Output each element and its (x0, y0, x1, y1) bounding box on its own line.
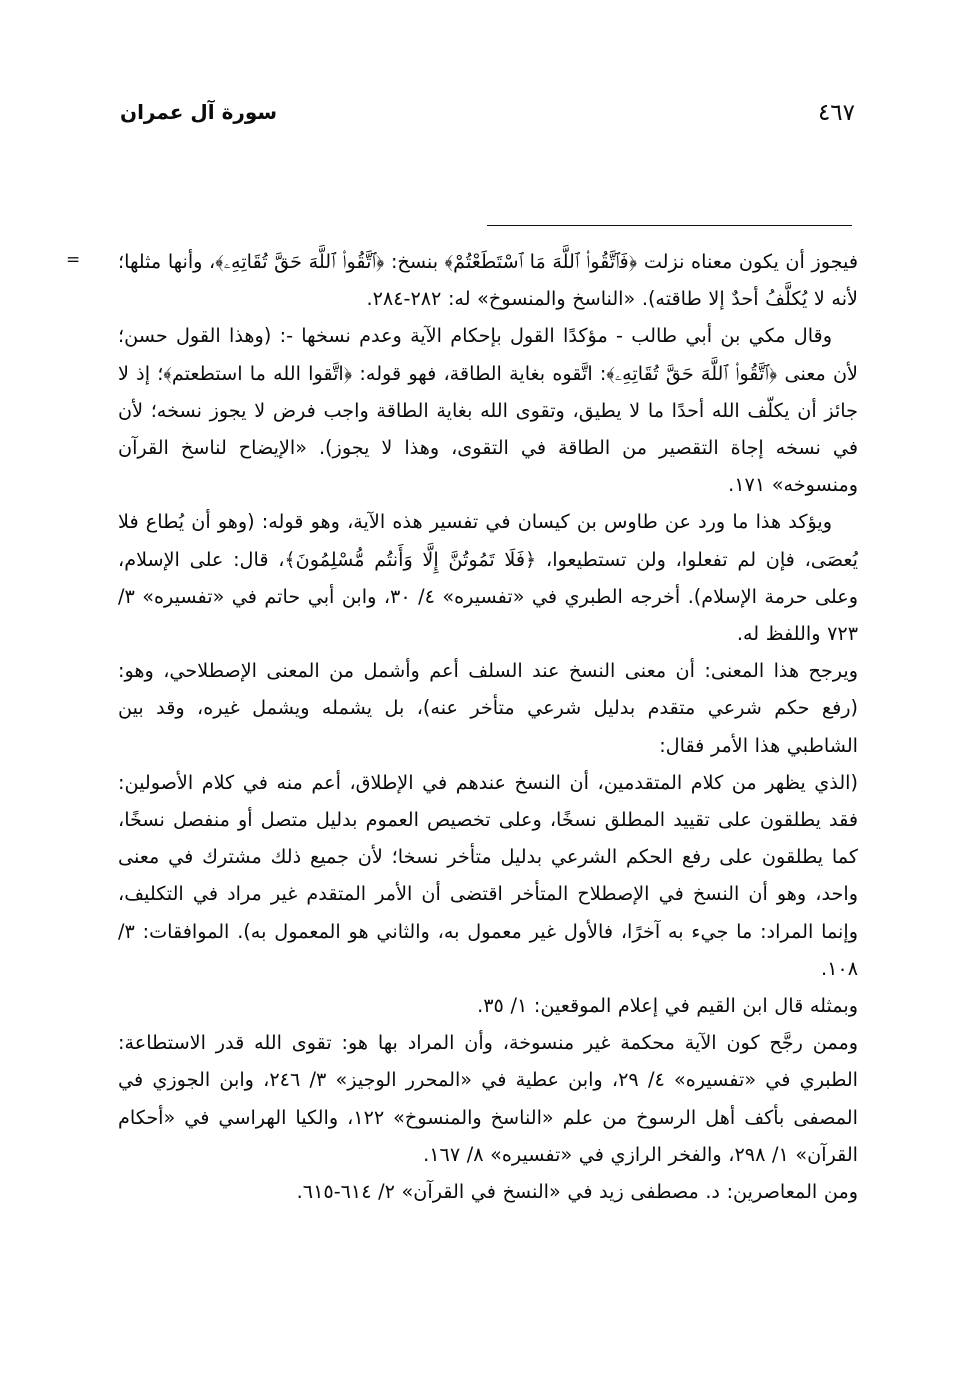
paragraph: فيجوز أن يكون معناه نزلت ﴿فَٱتَّقُوا۟ ٱللَّهَ مَا ٱسْتَطَعْتُمْ﴾ بنسخ: ﴿ٱتَّقُوا۟ ٱللَّهَ حَقَّ تُقَاتِهِۦ﴾، وأنها مثلها؛ لأنه لا يُكلَّفُ أحدٌ إلا طاقته). «الناسخ والمنسوخ» له: ٢٨٢-٢٨٤. (118, 250, 858, 311)
paragraph: (الذي يظهر من كلام المتقدمين، أن النسخ عندهم في الإطلاق، أعم منه في كلام الأصولين: فقد يطلقون على تقييد المطلق نسخًا، وعلى تخصيص العموم بدليل متصل أو منفصل نسخًا، كما يطلقون على رفع الحكم الشرعي بدليل متأخر نسخا؛ لأن جميع ذلك مشترك في معنى واحد، وهو أن النسخ في الإصطلاح المتأخر اقتضى أن الأمر المتقدم غير مراد في التكليف، وإنما المراد: ما جيء به آخرًا، فالأول غير معمول به، والثاني هو المعمول به). الموافقات: ٣/ ١٠٨. (118, 770, 858, 980)
paragraph: ويؤكد هذا ما ورد عن طاوس بن كيسان في تفسير هذه الآية، وهو قوله: (وهو أن يُطاع فلا يُعصَى، فإن لم تفعلوا، ولن تستطيعوا، ﴿فَلَا تَمُوتُنَّ إِلَّا وَأَنتُم مُّسْلِمُونَ﴾، قال: على الإسلام، وعلى حرمة الإسلام). أخرجه الطبري في «تفسيره» ٤/ ٣٠، وابن أبي حاتم في «تفسيره» ٣/ ٧٢٣ واللفظ له. (118, 510, 858, 646)
paragraph: ويرجح هذا المعنى: أن معنى النسخ عند السلف أعم وأشمل من المعنى الإصطلاحي، وهو: (رفع حكم شرعي متقدم بدليل شرعي متأخر عنه)، بل يشمله ويشمل غيره، وقد بين الشاطبي هذا الأمر فقال: (118, 659, 858, 757)
page-header (120, 100, 855, 140)
paragraph: ومن المعاصرين: د. مصطفى زيد في «النسخ في القرآن» ٢/ ٦١٤-٦١٥. (296, 1180, 858, 1204)
page-number: ٤٦٧ (817, 100, 855, 126)
surah-title: سورة آل عمران (120, 100, 278, 124)
body-text (118, 243, 858, 1210)
header-divider (487, 225, 852, 226)
paragraph: وقال مكي بن أبي طالب - مؤكدًا القول بإحكام الآية وعدم نسخها -: (وهذا القول حسن؛ لأن معنى ﴿ٱتَّقُوا۟ ٱللَّهَ حَقَّ تُقَاتِهِۦ﴾: اتَّقوه بغاية الطاقة، فهو قوله: ﴿اتَّقوا الله ما استطعتم﴾؛ إذ لا جائز أن يكلّف الله أحدًا ما لا يطيق، وتقوى الله بغاية الطاقة واجب فرض لا يجوز نسخه؛ لأن في نسخه إجاة التقصير من الطاقة في التقوى، وهذا لا يجوز). «الإيضاح لناسخ القرآن ومنسوخه» ١٧١. (118, 324, 858, 497)
paragraph: وبمثله قال ابن القيم في إعلام الموقعين: ١/ ٣٥. (477, 994, 858, 1018)
paragraph: وممن رجَّح كون الآية محكمة غير منسوخة، وأن المراد بها هو: تقوى الله قدر الاستطاعة: الطبري في «تفسيره» ٤/ ٢٩، وابن عطية في «المحرر الوجيز» ٣/ ٢٤٦، وابن الجوزي في المصفى بأكف أهل الرسوخ من علم «الناسخ والمنسوخ» ١٢٢، والكيا الهراسي في «أحكام القرآن» ١/ ٢٩٨، والفخر الرازي في «تفسيره» ٨/ ١٦٧. (118, 1031, 858, 1166)
margin-equals-mark: = (66, 250, 81, 270)
